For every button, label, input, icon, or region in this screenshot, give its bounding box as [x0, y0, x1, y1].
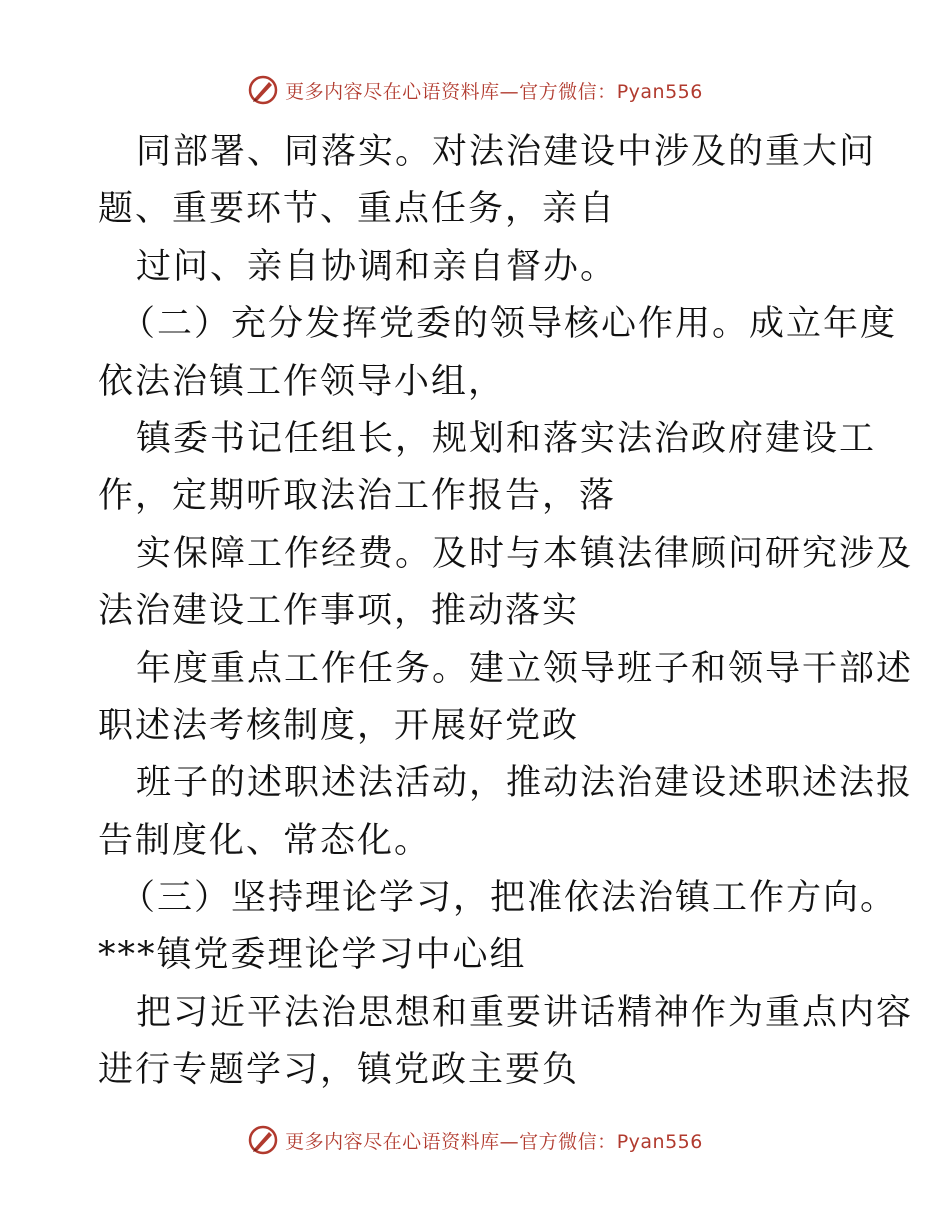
watermark-text: 更多内容尽在心语资料库—官方微信：Pyan556 [285, 80, 703, 103]
watermark-header [0, 70, 950, 110]
text-line: 年度重点工作任务。建立领导班子和领导干部述 [136, 648, 914, 689]
text-line: 同部署、同落实。对法治建设中涉及的重大问 [136, 132, 877, 172]
text-line: 过问、亲自协调和亲自督办。 [136, 246, 618, 287]
quill-logo-icon [247, 1124, 279, 1156]
document-body [98, 124, 914, 1100]
text-line: 实保障工作经费。及时与本镇法律顾问研究涉及 [136, 533, 914, 574]
text-line: 法治建设工作事项，推动落实 [98, 591, 580, 632]
text-line: （三）坚持理论学习，把准依法治镇工作方向。 [120, 878, 898, 919]
quill-logo-icon [247, 74, 279, 106]
text-line: ***镇党委理论学习中心组 [98, 935, 527, 976]
text-line: 把习近平法治思想和重要讲话精神作为重点内容 [136, 992, 914, 1033]
watermark-text: 更多内容尽在心语资料库—官方微信：Pyan556 [285, 1130, 703, 1153]
text-line: 作，定期听取法治工作报告，落 [98, 476, 617, 517]
text-line: 班子的述职述法活动，推动法治建设述职述法报 [136, 763, 914, 804]
text-line: （二）充分发挥党委的领导核心作用。成立年度 [120, 304, 898, 345]
text-line: 进行专题学习，镇党政主要负 [98, 1050, 580, 1091]
text-line: 镇委书记任组长，规划和落实法治政府建设工 [136, 418, 877, 459]
text-line: 依法治镇工作领导小组， [98, 361, 506, 402]
watermark-footer [0, 1120, 950, 1160]
text-line: 题、重要环节、重点任务，亲自 [98, 189, 617, 230]
text-line: 职述法考核制度，开展好党政 [98, 705, 580, 746]
text-line: 告制度化、常态化。 [98, 820, 432, 861]
